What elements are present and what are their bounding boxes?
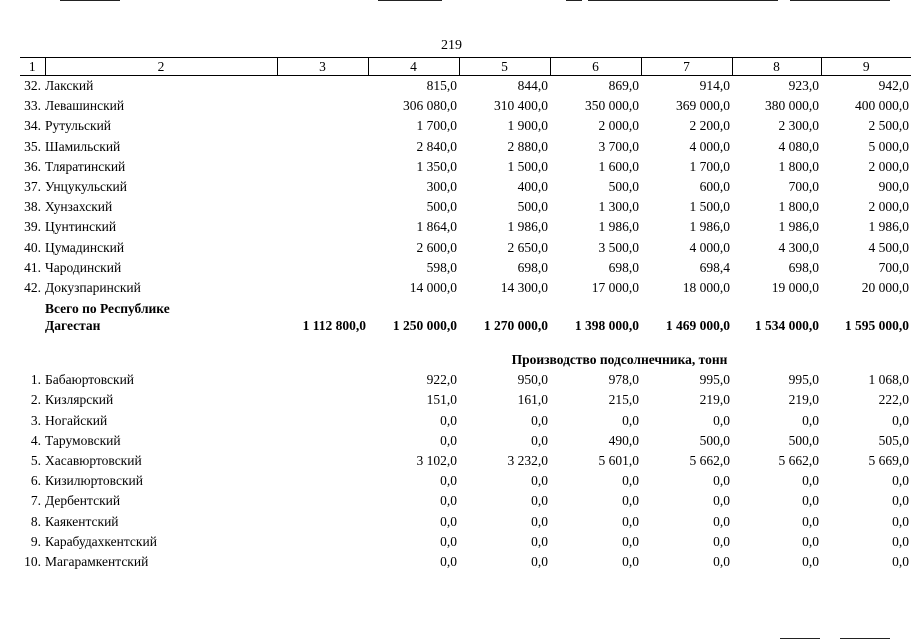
value-cell: 4 000,0 bbox=[689, 239, 730, 255]
value-cell: 922,0 bbox=[426, 372, 457, 388]
district-rows-part1 bbox=[20, 76, 911, 299]
page-number: 219 bbox=[441, 38, 462, 53]
column-header: 6 bbox=[550, 58, 641, 76]
value-cell: 4 300,0 bbox=[778, 239, 819, 255]
district-name: Бабаюртовский bbox=[45, 372, 135, 388]
row-index: 39. bbox=[24, 219, 41, 235]
row-index: 3. bbox=[30, 412, 41, 428]
value-cell bbox=[277, 532, 368, 552]
district-name: Цунтинский bbox=[45, 219, 117, 235]
row-index: 41. bbox=[24, 259, 41, 275]
value-cell: 0,0 bbox=[622, 513, 639, 529]
scan-edge-line bbox=[60, 0, 120, 1]
total-label bbox=[45, 298, 277, 334]
total-cell: 1 398 000,0 bbox=[574, 318, 639, 334]
row-index: 6. bbox=[30, 473, 41, 489]
value-cell bbox=[277, 411, 368, 431]
value-cell bbox=[277, 451, 368, 471]
value-cell: 369 000,0 bbox=[676, 98, 730, 114]
value-cell: 2 000,0 bbox=[868, 199, 909, 215]
row-index: 32. bbox=[24, 78, 41, 93]
value-cell: 698,0 bbox=[517, 259, 548, 275]
district-name: Магарамкентский bbox=[45, 554, 149, 570]
district-rows-part2 bbox=[20, 370, 911, 572]
district-name: Карабудахкентский bbox=[45, 533, 157, 549]
value-cell: 505,0 bbox=[878, 432, 909, 448]
value-cell: 0,0 bbox=[892, 513, 909, 529]
value-cell: 2 650,0 bbox=[507, 239, 548, 255]
value-cell: 0,0 bbox=[440, 554, 457, 570]
value-cell bbox=[277, 238, 368, 258]
total-cell: 1 595 000,0 bbox=[844, 318, 909, 334]
value-cell: 0,0 bbox=[622, 493, 639, 509]
value-cell bbox=[277, 177, 368, 197]
district-name: Каякентский bbox=[45, 513, 119, 529]
value-cell bbox=[277, 157, 368, 177]
value-cell: 0,0 bbox=[440, 473, 457, 489]
value-cell: 3 102,0 bbox=[416, 453, 457, 469]
value-cell: 5 669,0 bbox=[868, 453, 909, 469]
value-cell bbox=[277, 278, 368, 298]
value-cell: 219,0 bbox=[788, 392, 819, 408]
value-cell: 1 986,0 bbox=[868, 219, 909, 235]
table-row bbox=[20, 278, 911, 298]
value-cell bbox=[277, 431, 368, 451]
district-name: Хунзахский bbox=[45, 199, 113, 215]
value-cell: 0,0 bbox=[440, 412, 457, 428]
value-cell: 222,0 bbox=[878, 392, 909, 408]
table-row bbox=[20, 431, 911, 451]
value-cell bbox=[277, 258, 368, 278]
value-cell: 1 300,0 bbox=[598, 199, 639, 215]
column-header: 3 bbox=[277, 58, 368, 76]
value-cell: 0,0 bbox=[892, 554, 909, 570]
value-cell: 2 500,0 bbox=[868, 118, 909, 134]
value-cell: 20 000,0 bbox=[861, 280, 909, 296]
district-name: Тляратинский bbox=[45, 158, 126, 174]
value-cell: 0,0 bbox=[531, 493, 548, 509]
district-name: Ногайский bbox=[45, 412, 108, 428]
value-cell: 0,0 bbox=[713, 473, 730, 489]
value-cell: 5 000,0 bbox=[868, 138, 909, 154]
value-cell: 18 000,0 bbox=[682, 280, 730, 296]
value-cell: 1 986,0 bbox=[598, 219, 639, 235]
section-title: Производство подсолнечника, тонн bbox=[511, 352, 728, 368]
row-index: 10. bbox=[24, 554, 41, 570]
row-index: 37. bbox=[24, 179, 41, 195]
table-row bbox=[20, 411, 911, 431]
value-cell: 14 000,0 bbox=[409, 280, 457, 296]
value-cell: 0,0 bbox=[531, 412, 548, 428]
table-row bbox=[20, 116, 911, 136]
value-cell: 215,0 bbox=[608, 392, 639, 408]
table-row bbox=[20, 137, 911, 157]
value-cell: 0,0 bbox=[622, 473, 639, 489]
scan-edge-line bbox=[566, 0, 582, 1]
table-row bbox=[20, 96, 911, 116]
value-cell: 350 000,0 bbox=[585, 98, 639, 114]
value-cell: 4 000,0 bbox=[689, 138, 730, 154]
value-cell bbox=[277, 96, 368, 116]
table-row bbox=[20, 177, 911, 197]
value-cell bbox=[277, 370, 368, 390]
value-cell: 1 500,0 bbox=[689, 199, 730, 215]
table-row bbox=[20, 157, 911, 177]
district-name: Кизилюртовский bbox=[45, 473, 143, 489]
value-cell: 2 000,0 bbox=[598, 118, 639, 134]
value-cell: 0,0 bbox=[802, 513, 819, 529]
value-cell: 306 080,0 bbox=[403, 98, 457, 114]
row-index: 38. bbox=[24, 199, 41, 215]
value-cell: 995,0 bbox=[788, 372, 819, 388]
value-cell: 500,0 bbox=[426, 199, 457, 215]
value-cell: 0,0 bbox=[892, 412, 909, 428]
scan-edge-line bbox=[588, 0, 778, 1]
value-cell: 2 000,0 bbox=[868, 158, 909, 174]
value-cell: 0,0 bbox=[802, 412, 819, 428]
table-row bbox=[20, 471, 911, 491]
value-cell: 0,0 bbox=[440, 513, 457, 529]
column-header: 9 bbox=[821, 58, 911, 76]
value-cell: 923,0 bbox=[788, 78, 819, 93]
value-cell: 0,0 bbox=[531, 432, 548, 448]
value-cell: 0,0 bbox=[892, 473, 909, 489]
district-name: Кизлярский bbox=[45, 392, 114, 408]
value-cell: 698,4 bbox=[699, 259, 730, 275]
value-cell: 14 300,0 bbox=[500, 280, 548, 296]
value-cell: 4 500,0 bbox=[868, 239, 909, 255]
value-cell bbox=[277, 76, 368, 97]
value-cell: 1 986,0 bbox=[507, 219, 548, 235]
data-table bbox=[20, 57, 911, 572]
column-header: 7 bbox=[641, 58, 732, 76]
value-cell: 0,0 bbox=[531, 513, 548, 529]
district-name: Хасавюртовский bbox=[45, 453, 142, 469]
total-label-line1: Всего по Республике bbox=[45, 301, 170, 317]
value-cell: 700,0 bbox=[878, 259, 909, 275]
value-cell: 310 400,0 bbox=[494, 98, 548, 114]
value-cell: 0,0 bbox=[440, 493, 457, 509]
district-name: Левашинский bbox=[45, 98, 125, 114]
value-cell: 1 700,0 bbox=[689, 158, 730, 174]
value-cell bbox=[277, 116, 368, 136]
total-cell: 1 270 000,0 bbox=[483, 318, 548, 334]
value-cell: 0,0 bbox=[892, 533, 909, 549]
value-cell bbox=[277, 552, 368, 572]
table-row bbox=[20, 217, 911, 237]
value-cell: 1 700,0 bbox=[416, 118, 457, 134]
value-cell: 500,0 bbox=[699, 432, 730, 448]
table-row bbox=[20, 197, 911, 217]
value-cell: 0,0 bbox=[713, 554, 730, 570]
total-row bbox=[20, 298, 911, 334]
value-cell: 698,0 bbox=[608, 259, 639, 275]
value-cell bbox=[277, 197, 368, 217]
value-cell: 380 000,0 bbox=[765, 98, 819, 114]
value-cell bbox=[277, 512, 368, 532]
district-name: Чародинский bbox=[45, 259, 122, 275]
value-cell bbox=[277, 471, 368, 491]
section-heading-row bbox=[20, 334, 911, 370]
district-name: Унцукульский bbox=[45, 179, 127, 195]
value-cell: 0,0 bbox=[713, 533, 730, 549]
district-name: Шамильский bbox=[45, 138, 121, 154]
row-index: 2. bbox=[30, 392, 41, 408]
table-row bbox=[20, 491, 911, 511]
value-cell bbox=[277, 390, 368, 410]
total-cell: 1 534 000,0 bbox=[754, 318, 819, 334]
value-cell: 900,0 bbox=[878, 179, 909, 195]
value-cell: 161,0 bbox=[517, 392, 548, 408]
total-index bbox=[20, 298, 45, 334]
value-cell: 1 900,0 bbox=[507, 118, 548, 134]
value-cell: 4 080,0 bbox=[778, 138, 819, 154]
value-cell: 0,0 bbox=[622, 412, 639, 428]
value-cell: 500,0 bbox=[788, 432, 819, 448]
scan-edge-line bbox=[840, 638, 890, 639]
value-cell bbox=[277, 137, 368, 157]
column-header: 2 bbox=[45, 58, 277, 76]
value-cell: 490,0 bbox=[608, 432, 639, 448]
column-header: 5 bbox=[459, 58, 550, 76]
table-row bbox=[20, 552, 911, 572]
value-cell: 0,0 bbox=[440, 432, 457, 448]
value-cell: 1 986,0 bbox=[778, 219, 819, 235]
value-cell: 19 000,0 bbox=[771, 280, 819, 296]
row-index: 8. bbox=[30, 513, 41, 529]
value-cell: 0,0 bbox=[531, 554, 548, 570]
table-row bbox=[20, 76, 911, 97]
district-name: Дербентский bbox=[45, 493, 121, 509]
value-cell: 400 000,0 bbox=[855, 98, 909, 114]
row-index: 9. bbox=[30, 533, 41, 549]
scan-edge-line bbox=[790, 0, 890, 1]
row-index: 1. bbox=[30, 372, 41, 388]
value-cell: 2 300,0 bbox=[778, 118, 819, 134]
total-label-line2: Дагестан bbox=[45, 318, 101, 334]
value-cell bbox=[277, 491, 368, 511]
row-index: 34. bbox=[24, 118, 41, 134]
column-header: 1 bbox=[20, 58, 45, 76]
row-index: 36. bbox=[24, 158, 41, 174]
row-index: 40. bbox=[24, 239, 41, 255]
value-cell: 5 601,0 bbox=[598, 453, 639, 469]
value-cell: 1 986,0 bbox=[689, 219, 730, 235]
value-cell: 0,0 bbox=[802, 554, 819, 570]
value-cell: 815,0 bbox=[426, 78, 457, 93]
value-cell: 0,0 bbox=[802, 473, 819, 489]
table-row bbox=[20, 258, 911, 278]
value-cell: 0,0 bbox=[440, 533, 457, 549]
scan-edge-line bbox=[378, 0, 442, 1]
value-cell: 844,0 bbox=[517, 78, 548, 93]
table-row bbox=[20, 370, 911, 390]
district-name: Докузпаринский bbox=[45, 280, 141, 296]
value-cell: 0,0 bbox=[802, 533, 819, 549]
value-cell: 700,0 bbox=[788, 179, 819, 195]
value-cell: 1 864,0 bbox=[416, 219, 457, 235]
total-block bbox=[20, 298, 911, 370]
value-cell: 2 840,0 bbox=[416, 138, 457, 154]
value-cell: 151,0 bbox=[426, 392, 457, 408]
value-cell: 5 662,0 bbox=[778, 453, 819, 469]
column-number-header bbox=[20, 58, 911, 76]
value-cell: 1 800,0 bbox=[778, 158, 819, 174]
value-cell: 1 500,0 bbox=[507, 158, 548, 174]
district-name: Цумадинский bbox=[45, 239, 125, 255]
value-cell: 3 500,0 bbox=[598, 239, 639, 255]
table-row bbox=[20, 451, 911, 471]
value-cell: 1 068,0 bbox=[868, 372, 909, 388]
value-cell: 869,0 bbox=[608, 78, 639, 93]
row-index: 42. bbox=[24, 280, 41, 296]
table-row bbox=[20, 238, 911, 258]
scan-edge-line bbox=[780, 638, 820, 639]
row-index: 33. bbox=[24, 98, 41, 114]
value-cell: 1 350,0 bbox=[416, 158, 457, 174]
value-cell: 17 000,0 bbox=[591, 280, 639, 296]
value-cell: 0,0 bbox=[713, 412, 730, 428]
row-index: 35. bbox=[24, 138, 41, 154]
table-row bbox=[20, 512, 911, 532]
value-cell: 0,0 bbox=[713, 513, 730, 529]
value-cell: 0,0 bbox=[713, 493, 730, 509]
value-cell: 0,0 bbox=[892, 493, 909, 509]
total-cell: 1 112 800,0 bbox=[302, 318, 366, 334]
value-cell: 942,0 bbox=[878, 78, 909, 93]
value-cell: 5 662,0 bbox=[689, 453, 730, 469]
value-cell: 0,0 bbox=[531, 473, 548, 489]
table-row bbox=[20, 532, 911, 552]
value-cell: 500,0 bbox=[608, 179, 639, 195]
value-cell: 2 600,0 bbox=[416, 239, 457, 255]
district-name: Тарумовский bbox=[45, 432, 121, 448]
value-cell: 698,0 bbox=[788, 259, 819, 275]
district-name: Рутульский bbox=[45, 118, 112, 134]
row-index: 4. bbox=[30, 432, 41, 448]
value-cell: 0,0 bbox=[802, 493, 819, 509]
value-cell: 995,0 bbox=[699, 372, 730, 388]
value-cell: 978,0 bbox=[608, 372, 639, 388]
column-header: 8 bbox=[732, 58, 821, 76]
total-cell: 1 469 000,0 bbox=[665, 318, 730, 334]
value-cell: 950,0 bbox=[517, 372, 548, 388]
table-row bbox=[20, 390, 911, 410]
value-cell: 600,0 bbox=[699, 179, 730, 195]
value-cell: 1 600,0 bbox=[598, 158, 639, 174]
row-index: 5. bbox=[30, 453, 41, 469]
value-cell: 598,0 bbox=[426, 259, 457, 275]
value-cell: 3 232,0 bbox=[507, 453, 548, 469]
value-cell: 0,0 bbox=[622, 554, 639, 570]
column-header: 4 bbox=[368, 58, 459, 76]
value-cell: 500,0 bbox=[517, 199, 548, 215]
district-name: Лакский bbox=[45, 78, 94, 93]
value-cell: 2 200,0 bbox=[689, 118, 730, 134]
value-cell bbox=[277, 217, 368, 237]
value-cell: 2 880,0 bbox=[507, 138, 548, 154]
value-cell: 300,0 bbox=[426, 179, 457, 195]
value-cell: 3 700,0 bbox=[598, 138, 639, 154]
value-cell: 1 800,0 bbox=[778, 199, 819, 215]
value-cell: 0,0 bbox=[531, 533, 548, 549]
value-cell: 914,0 bbox=[699, 78, 730, 93]
row-index: 7. bbox=[30, 493, 41, 509]
total-cell: 1 250 000,0 bbox=[392, 318, 457, 334]
value-cell: 219,0 bbox=[699, 392, 730, 408]
value-cell: 0,0 bbox=[622, 533, 639, 549]
value-cell: 400,0 bbox=[517, 179, 548, 195]
